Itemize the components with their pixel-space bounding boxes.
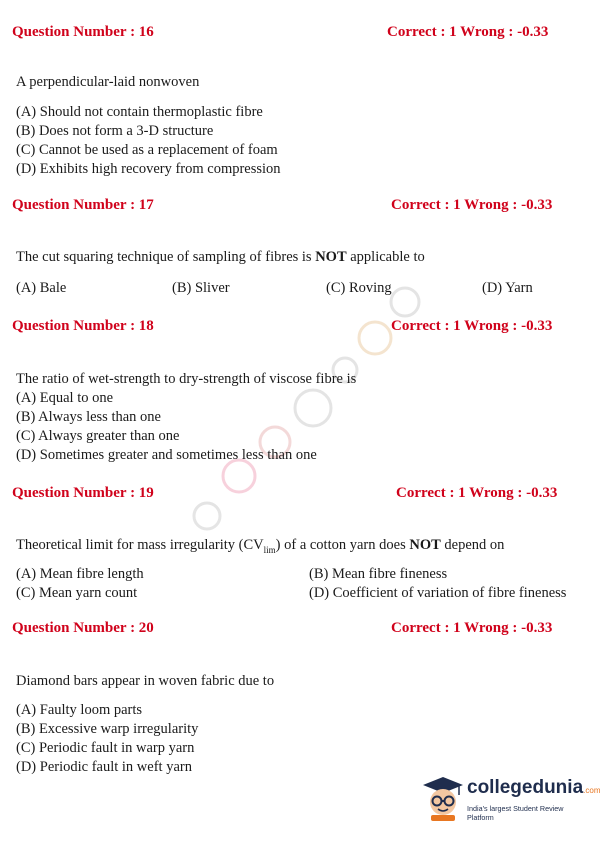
option-a: (A) Equal to one — [16, 390, 114, 406]
option-d: (D) Exhibits high recovery from compression — [16, 161, 281, 177]
option-c: (C) Periodic fault in warp yarn — [16, 740, 195, 756]
logo-wordmark: collegedunia.com — [467, 777, 600, 798]
option-b: (B) Always less than one — [16, 409, 161, 425]
question-text-18: The ratio of wet-strength to dry-strength of viscose fibre is — [16, 371, 357, 387]
option-a: (A) Mean fibre length — [16, 566, 144, 582]
option-d: (D) Coefficient of variation of fibre fineness — [309, 585, 567, 601]
option-a: (A) Bale — [16, 280, 67, 296]
option-c: (C) Always greater than one — [16, 428, 180, 444]
question-number-19: Question Number : 19 — [12, 485, 154, 501]
question-text-17: The cut squaring technique of sampling of fibres is NOT applicable to — [16, 249, 425, 265]
option-b: (B) Mean fibre fineness — [309, 566, 448, 582]
question-number-18: Question Number : 18 — [12, 318, 154, 334]
option-b: (B) Sliver — [172, 280, 230, 296]
marks-18: Correct : 1 Wrong : -0.33 — [391, 318, 553, 334]
question-number-17: Question Number : 17 — [12, 197, 154, 213]
question-text-20: Diamond bars appear in woven fabric due to — [16, 673, 275, 689]
options-16 — [16, 103, 281, 179]
option-d: (D) Periodic fault in weft yarn — [16, 759, 192, 775]
option-c: (C) Mean yarn count — [16, 585, 138, 601]
marks-20: Correct : 1 Wrong : -0.33 — [391, 620, 553, 636]
question-text-16: A perpendicular-laid nonwoven — [16, 74, 200, 90]
option-b: (B) Excessive warp irregularity — [16, 721, 199, 737]
question-number-16: Question Number : 16 — [12, 24, 154, 40]
marks-17: Correct : 1 Wrong : -0.33 — [391, 197, 553, 213]
option-d: (D) Sometimes greater and sometimes less than one — [16, 447, 317, 463]
option-c: (C) Roving — [326, 280, 392, 296]
collegedunia-logo — [421, 775, 600, 823]
marks-16: Correct : 1 Wrong : -0.33 — [387, 24, 549, 40]
logo-tagline: India's largest Student Review Platform — [467, 804, 564, 822]
mascot-icon — [421, 775, 465, 821]
options-18 — [16, 389, 317, 465]
option-a: (A) Should not contain thermoplastic fibre — [16, 104, 263, 120]
marks-19: Correct : 1 Wrong : -0.33 — [396, 485, 558, 501]
question-text-19: Theoretical limit for mass irregularity $(CV_{lim})$ of a cotton yarn does NOT depend on — [16, 537, 505, 555]
option-b: (B) Does not form a 3-D structure — [16, 123, 214, 139]
option-a: (A) Faulty loom parts — [16, 702, 143, 718]
option-d: (D) Yarn — [482, 280, 533, 296]
options-20 — [16, 701, 198, 777]
option-c: (C) Cannot be used as a replacement of foam — [16, 142, 278, 158]
question-number-20: Question Number : 20 — [12, 620, 154, 636]
